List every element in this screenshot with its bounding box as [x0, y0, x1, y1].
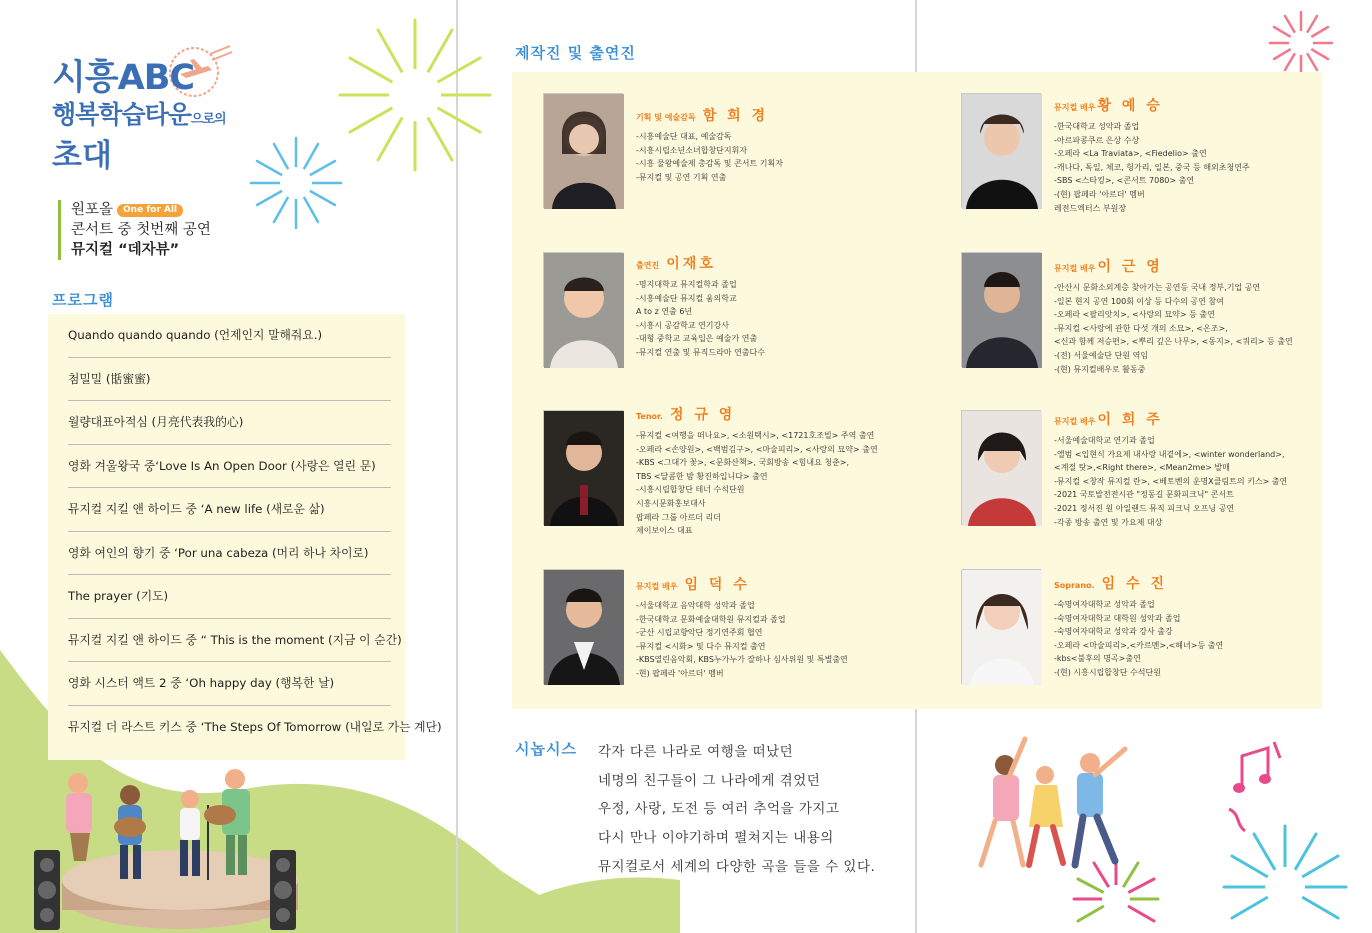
cast-credit: -서울대학교 음악대학 성악과 졸업	[636, 601, 755, 610]
cast-credit: -2021 국토발전전시관 "정동길 문화피크닉" 콘서트	[1054, 490, 1234, 500]
profile-photo	[543, 93, 623, 208]
cast-role: 뮤지컬 배우	[1054, 103, 1096, 112]
cast-credit: -대형 중학교 교육입은 예술가 연출	[636, 334, 758, 344]
cast-name: 이재호	[666, 256, 716, 272]
cast-credit: -일본 현지 공연 100회 이상 등 다수의 공연 참여	[1054, 296, 1224, 306]
cast-credit: -앨범 <입현식 가요제 내사랑 내곁에>, <winter wonderland>,	[1054, 449, 1285, 459]
cast-credit: -KBS <그대가 꽃>, <문화산책>, 국회방송 <힘내요 청춘>,	[636, 458, 850, 468]
cast-credit: 레전드엑터스 부원장	[1054, 203, 1127, 213]
profile-photo	[961, 410, 1041, 525]
program-item: 영화 여인의 향기 중 ‘Por una cabeza (머리 하나 차이로)	[68, 532, 391, 576]
cast-credit: -숙명여자대학교 대학원 성악과 졸업	[1054, 613, 1181, 623]
cast-credit: -안산시 문화소외계층 찾아가는 공연등 국내 정부,기업 공연	[1054, 283, 1261, 292]
cast-credit: TBS <달콤한 밤 황진하입니다> 출연	[636, 471, 768, 481]
brand-line-3: 초대	[52, 138, 112, 174]
music-note-icon	[1225, 805, 1249, 835]
cast-credit: -뮤지컬 연출 및 뮤직드라마 연출다수	[636, 347, 765, 357]
synopsis-heading: 시놉시스	[515, 740, 577, 758]
cast-credit: -오페라 <팔리앗치>, <사랑의 묘약> 등 출연	[1054, 310, 1215, 320]
dancers-illustration	[965, 735, 1140, 875]
one-for-all-badge: One for All	[117, 204, 183, 217]
cast-credit: -(현) 팝페라 '아르더' 멤버	[1054, 189, 1145, 199]
cast-role: 기획 및 예술감독	[636, 113, 696, 122]
brand-title	[52, 58, 226, 175]
cast-role: 뮤지컬 배우	[636, 582, 678, 591]
cast-credit: 제이보이스 대표	[636, 526, 693, 536]
program-item: Quando quando quando (언제인지 말해줘요.)	[68, 314, 391, 358]
cast-credit: -시흥시립소년소녀합창단지휘자	[636, 145, 748, 155]
cast-credit: -kbs<불후의 명곡>출연	[1054, 654, 1141, 664]
cast-name: 황 예 승	[1097, 98, 1163, 114]
program-item: 첨밀밀 (甛蜜蜜)	[68, 358, 391, 402]
program-item: 영화 겨울왕국 중‘Love Is An Open Door (사랑은 열린 문)	[68, 445, 391, 489]
profile-photo	[543, 569, 623, 684]
music-note-icon	[1232, 738, 1284, 798]
cast-panel	[512, 72, 1322, 709]
subtitle-line-1	[71, 200, 211, 220]
cast-credit: A to z 연출 6년	[636, 307, 693, 317]
cast-credit: -시흥 물왕예술제 총감독 및 콘서트 기획자	[636, 159, 783, 169]
subtitle-line-2: 콘서트 중 첫번째 공연	[71, 222, 211, 238]
program-item: 뮤지컬 지킬 앤 하이드 중 ‘A new life (새로운 삶)	[68, 488, 391, 532]
synopsis-line: 네명의 친구들이 그 나라에게 겪었던	[598, 772, 821, 789]
cast-role: 뮤지컬 배우	[1054, 417, 1096, 426]
firework-blue	[248, 135, 344, 231]
cast-credit: -숙명여자대학교 성악과 졸업	[1054, 600, 1155, 609]
cast-credit: -군산 시립교향악단 정기연주회 협연	[636, 628, 763, 638]
cast-credit: -오페라 <마술피리>,<카르멘>,<헤녀>등 출연	[1054, 640, 1224, 650]
cast-credit: -(현) 시흥시립합창단 수석단원	[1054, 667, 1161, 677]
cast-credit: -시흥시립합창단 테너 수석단원	[636, 485, 745, 495]
profile-photo	[961, 569, 1041, 684]
brand-line-1: 시흥ABC	[52, 58, 195, 98]
cast-credit: -KBS열린음악회, KBS누가누가 잘하나 심사위원 및 특별출연	[636, 655, 848, 665]
cast-role: 뮤지컬 배우	[1054, 264, 1096, 273]
program-item: 영화 시스터 액트 2 중 ‘Oh happy day (행복한 날)	[68, 662, 391, 706]
cast-credit: -한국대학교 성악과 졸업	[1054, 122, 1140, 131]
cast-name: 임 수 진	[1101, 576, 1167, 592]
cast-credit: -오페라 <La Traviata>, <Fiedelio> 출연	[1054, 149, 1207, 159]
cast-credit: -2021 정서진 원 아일랜드 뮤직 피크닉 오프닝 공연	[1054, 503, 1235, 513]
cast-credit: -아르파콩쿠르 은상 수상	[1054, 135, 1140, 145]
cast-credit: -캐나다, 독일, 체코, 헝가리, 일본, 중국 등 해외초청연주	[1054, 162, 1250, 172]
cast-credit: -각종 방송 출연 및 가요제 대상	[1054, 517, 1163, 527]
synopsis-text	[598, 738, 875, 882]
synopsis-line: 각자 다른 나라로 여행을 떠났던	[598, 744, 794, 760]
program-item: 월량대표아적심 (月亮代表我的心)	[68, 401, 391, 445]
cast-credit: -(현) 뮤지컬배우로 활동중	[1054, 364, 1146, 374]
brand-line-2-main: 행복학습타운	[52, 100, 191, 129]
profile-photo	[961, 93, 1041, 208]
cast-heading: 제작진 및 출연진	[515, 44, 636, 62]
cast-credit: -(전) 서울예술단 단원 역임	[1054, 350, 1149, 360]
cast-role: 출연진	[636, 261, 660, 270]
cast-credit: -숙명여자대학교 성악과 강사 출강	[1054, 627, 1173, 637]
synopsis-line: 뮤지컬로서 세계의 다양한 곡을 들을 수 있다.	[598, 858, 876, 875]
subtitle-line-1-text: 원포올	[71, 202, 114, 218]
cast-credit: -뮤지컬 <시화> 및 다수 뮤지컬 출연	[636, 641, 766, 651]
program-heading: 프로그램	[52, 291, 114, 309]
cast-credit: -한국대학교 문화예술대학원 뮤지컬과 졸업	[636, 614, 786, 624]
cast-name: 이 희 주	[1097, 412, 1163, 428]
cast-credit: -서울예술대학교 연기과 졸업	[1054, 436, 1155, 445]
subtitle-line-3: 뮤지컬 “데자뷰”	[71, 242, 180, 258]
firework-pink	[1268, 10, 1334, 76]
profile-photo	[961, 252, 1041, 367]
cast-name: 정 규 영	[669, 407, 736, 423]
program-item: 뮤지컬 더 라스트 키스 중 ‘The Steps Of Tomorrow (내일로 가는 계단)	[68, 719, 442, 734]
cast-credit: <신과 함께 저승편>, <뿌리 깊은 나무>, <동지>, <쿼리> 등 출연	[1054, 337, 1293, 347]
program-item: 뮤지컬 지킬 앤 하이드 중 “ This is the moment (지금 이 순간)	[68, 619, 391, 663]
firework-cyan	[1220, 822, 1350, 933]
profile-photo	[543, 410, 623, 525]
band-illustration	[30, 765, 300, 933]
cast-credit: -시흥예술단 대표, 예술감독	[636, 132, 732, 141]
cast-credit: -뮤지컬 <여행을 떠나요>, <소원택시>, <1721호조빌> 주역 출연	[636, 431, 875, 440]
synopsis-line: 우정, 사랑, 도전 등 여러 추억을 가지고	[598, 801, 840, 818]
synopsis-line: 다시 만나 이야기하며 펼쳐지는 내용의	[598, 830, 834, 847]
firework-yellow-green	[335, 15, 495, 175]
cast-credit: 시흥시문화홍보대사	[636, 498, 706, 508]
cast-credit: -뮤지컬 <창작 뮤지컬 란>, <베토벤의 운명X클림트의 키스> 출연	[1054, 476, 1288, 486]
cast-credit: <계절 탓>,<Right there>, <Mean2me> 발매	[1054, 463, 1230, 473]
cast-credit: -뮤지컬 및 공연 기획 연출	[636, 172, 727, 182]
cast-role: Soprano.	[1054, 581, 1095, 590]
profile-photo	[543, 252, 623, 367]
cast-credit: 팝페라 그룹 아르더 리더	[636, 512, 721, 522]
cast-name: 임 덕 수	[684, 577, 750, 593]
cast-credit: -명지대학교 뮤지컬학과 졸업	[636, 280, 737, 289]
brand-line-2	[52, 98, 226, 137]
cast-credit: -오페라 <손양원>, <백범김구>, <마술피리>, <사랑의 묘약> 출연	[636, 444, 878, 454]
cast-name: 이 근 영	[1097, 259, 1163, 275]
program-list	[48, 314, 442, 760]
program-item: The prayer (기도)	[68, 575, 391, 619]
brand-line-2-suffix: 으로의	[190, 112, 226, 127]
cast-credit: -시흥예술단 뮤지컬 움의학교	[636, 293, 737, 303]
cast-credit: -SBS <스타킹>, <콘서트 7080> 출연	[1054, 176, 1195, 186]
cast-role: Tenor.	[636, 412, 663, 421]
cast-name: 함 희 경	[702, 108, 769, 124]
cast-credit: -시흥시 공감학교 연기강사	[636, 320, 729, 330]
cast-credit: -뮤지컬 <사랑에 관한 다섯 개의 소묘>, <온조>,	[1054, 323, 1228, 333]
concert-subtitle	[58, 200, 211, 260]
cast-credit: -현) 팝페라 '아르더' 멤버	[636, 668, 724, 678]
